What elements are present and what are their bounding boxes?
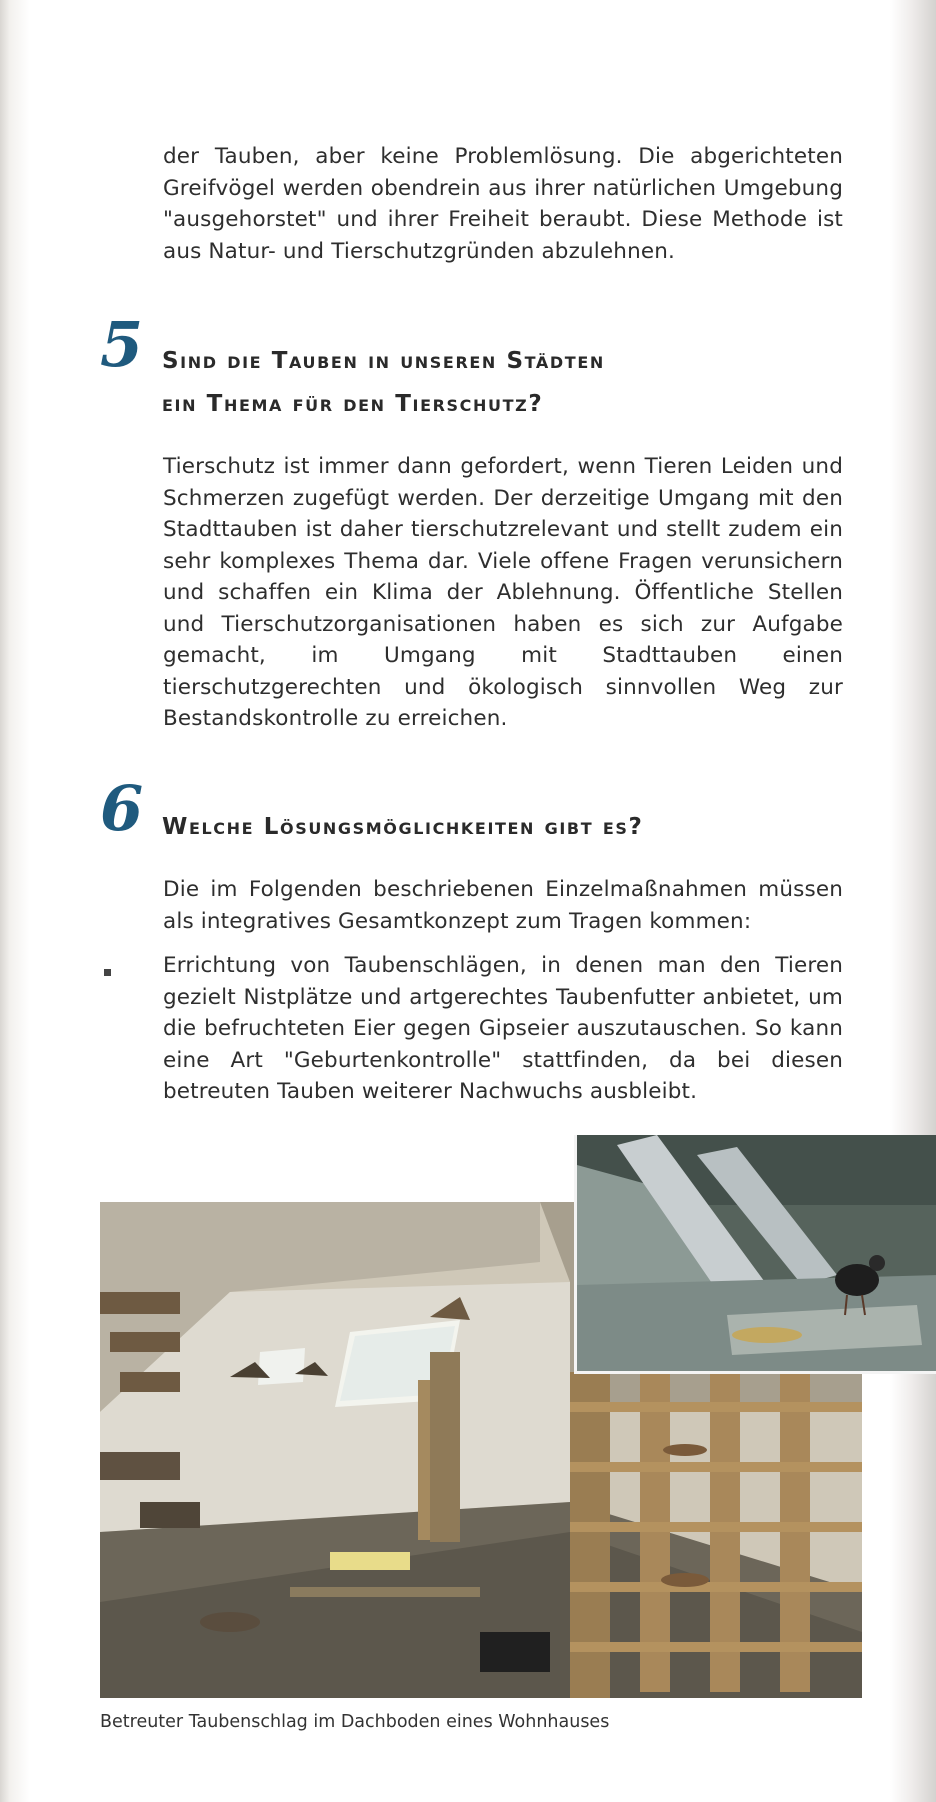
section-5-body: Tierschutz ist immer dann gefordert, wenn Tieren Leiden und Schmerzen zugefügt werden. Der derzeitige Umgang mit den Stadttauben ist daher tierschutzrelevant und stellt zudem ein sehr komplexes Thema dar. Viele offene Fragen verunsichern und schaffen ein Klima der Ablehnung. Öffentliche Stellen und Tierschutzorganisationen haben es sich zur Aufgabe gemacht, im Umgang mit Stadttauben einen tierschutzgerechten und ökologisch sinnvollen Weg zur Bestandskontrolle zu erreichen. [163,454,843,731]
roof-hatch-pigeon-photo [574,1135,936,1374]
section-6-body: Die im Folgenden beschriebenen Einzelmaßnahmen müssen als integratives Gesamtkonzept zum Tragen kommen: [163,877,843,934]
bullet-icon [104,969,111,976]
section-6-heading: Welche Lösungsmöglichkeiten gibt es? [162,814,644,840]
section-6-number: 6 [100,772,144,845]
section-5-heading-line-1: Sind die Tauben in unseren Städten [162,348,605,374]
section-5-heading-line-2: ein Thema für den Tierschutz? [162,391,544,417]
intro-paragraph: der Tauben, aber keine Problemlösung. Die abgerichteten Greifvögel werden obendrein aus ihrer natürlichen Umgebung "ausgehorstet" und ihrer Freiheit beraubt. Diese Methode ist aus Natur- und Tierschutzgründen abzulehnen. [163,144,843,264]
photo-caption: Betreuter Taubenschlag im Dachboden eines Wohnhauses [100,1712,610,1732]
section-6-bullet-item: Errichtung von Taubenschlägen, in denen man den Tieren gezielt Nistplätze und artgerechtes Taubenfutter anbietet, um die befruchteten Eier gegen Gipseier auszutauschen. So kann eine Art "Geburtenkontrolle" stattfinden, da bei diesen betreuten Tauben weiterer Nachwuchs ausbleibt. [163,953,843,1104]
section-5-number: 5 [100,308,144,381]
